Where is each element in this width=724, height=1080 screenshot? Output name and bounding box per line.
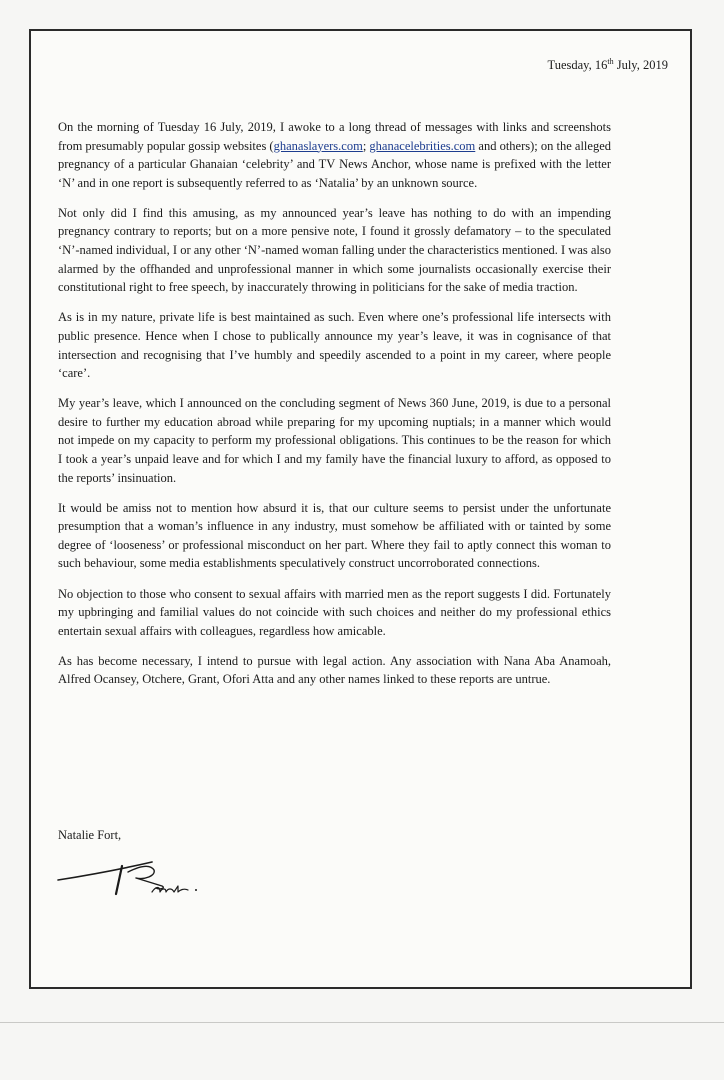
page-bottom-rule xyxy=(0,1022,724,1023)
paragraph-1-text-c: and others); on the alleged pregnancy of a particular Ghanaian ‘celebrity’ and TV News Anchor, whose name is prefixed with the letter ‘N’ and in one report is subsequently referred to as ‘Natalia’ by an unknown source. xyxy=(58,138,612,190)
handwritten-signature xyxy=(56,848,206,900)
paragraph-3: As is in my nature, private life is best maintained as such. Even where one’s professional life intersects with public presence. Hence when I chose to publically announce my year’s leave, it was in cognisance of that intersection and recognising that I’ve humbly and speedily ascended to a point in my career, where people ‘care’. xyxy=(58,310,611,381)
link-ghanacelebrities[interactable]: ghanacelebrities.com xyxy=(369,138,476,153)
paragraph-5: It would be amiss not to mention how absurd it is, that our culture seems to persist under the unfortunate presumption that a woman’s influence in any industry, must somehow be affiliated with or tainted by some degree of ‘looseness’ or professional misconduct on her part. Where they fail to aptly connect this woman to such behaviour, some media establishments speculatively construct uncorroborated connections. xyxy=(58,500,611,571)
link-ghanaslayers[interactable]: ghanaslayers.com xyxy=(273,138,363,153)
paragraph-1-text-a: On the morning of Tuesday 16 July, 2019, I awoke to a long thread of messages with links and screenshots from presumably popular gossip websites ( xyxy=(58,120,611,153)
paragraph-1 xyxy=(58,118,611,192)
paragraph-7: As has become necessary, I intend to pursue with legal action. Any association with Nana Aba Anamoah, Alfred Ocansey, Otchere, Grant, Ofori Atta and any other names linked to these reports are untrue. xyxy=(58,653,611,687)
date-rest: July, 2019 xyxy=(613,58,668,72)
letter-date xyxy=(548,58,669,73)
paragraph-4: My year’s leave, which I announced on the concluding segment of News 360 June, 2019, is due to a personal desire to further my education abroad while preparing for my upcoming nuptials; in a manner which would not impede on my capacity to perform my professional obligations. This continues to be the reason for which I took a year’s unpaid leave and for which I and my family have the financial luxury to afford, as opposed to the reports’ insinuation. xyxy=(58,396,611,485)
paragraph-1-text-b: ; xyxy=(362,138,370,153)
date-ordinal: th xyxy=(607,56,614,66)
date-prefix: Tuesday, 16 xyxy=(547,58,608,72)
letter-body xyxy=(58,118,611,701)
paragraph-2: Not only did I find this amusing, as my announced year’s leave has nothing to do with an impending pregnancy contrary to reports; but on a more pensive note, I found it grossly defamatory – to the speculated ‘N’-named individual, I or any other ‘N’-named woman falling under the characteristics mentioned. I was also alarmed by the offhanded and unprofessional manner in which some journalists occasionally exercise their constitutional right to free speech, by inaccurately throwing in politicians for the sake of media traction. xyxy=(58,205,611,295)
closing-name: Natalie Fort, xyxy=(58,828,122,842)
paragraph-6: No objection to those who consent to sexual affairs with married men as the report suggests I did. Fortunately my upbringing and familial values do not coincide with such choices and neither do my professional ethics entertain sexual affairs with colleagues, regardless how amicable. xyxy=(58,586,611,638)
